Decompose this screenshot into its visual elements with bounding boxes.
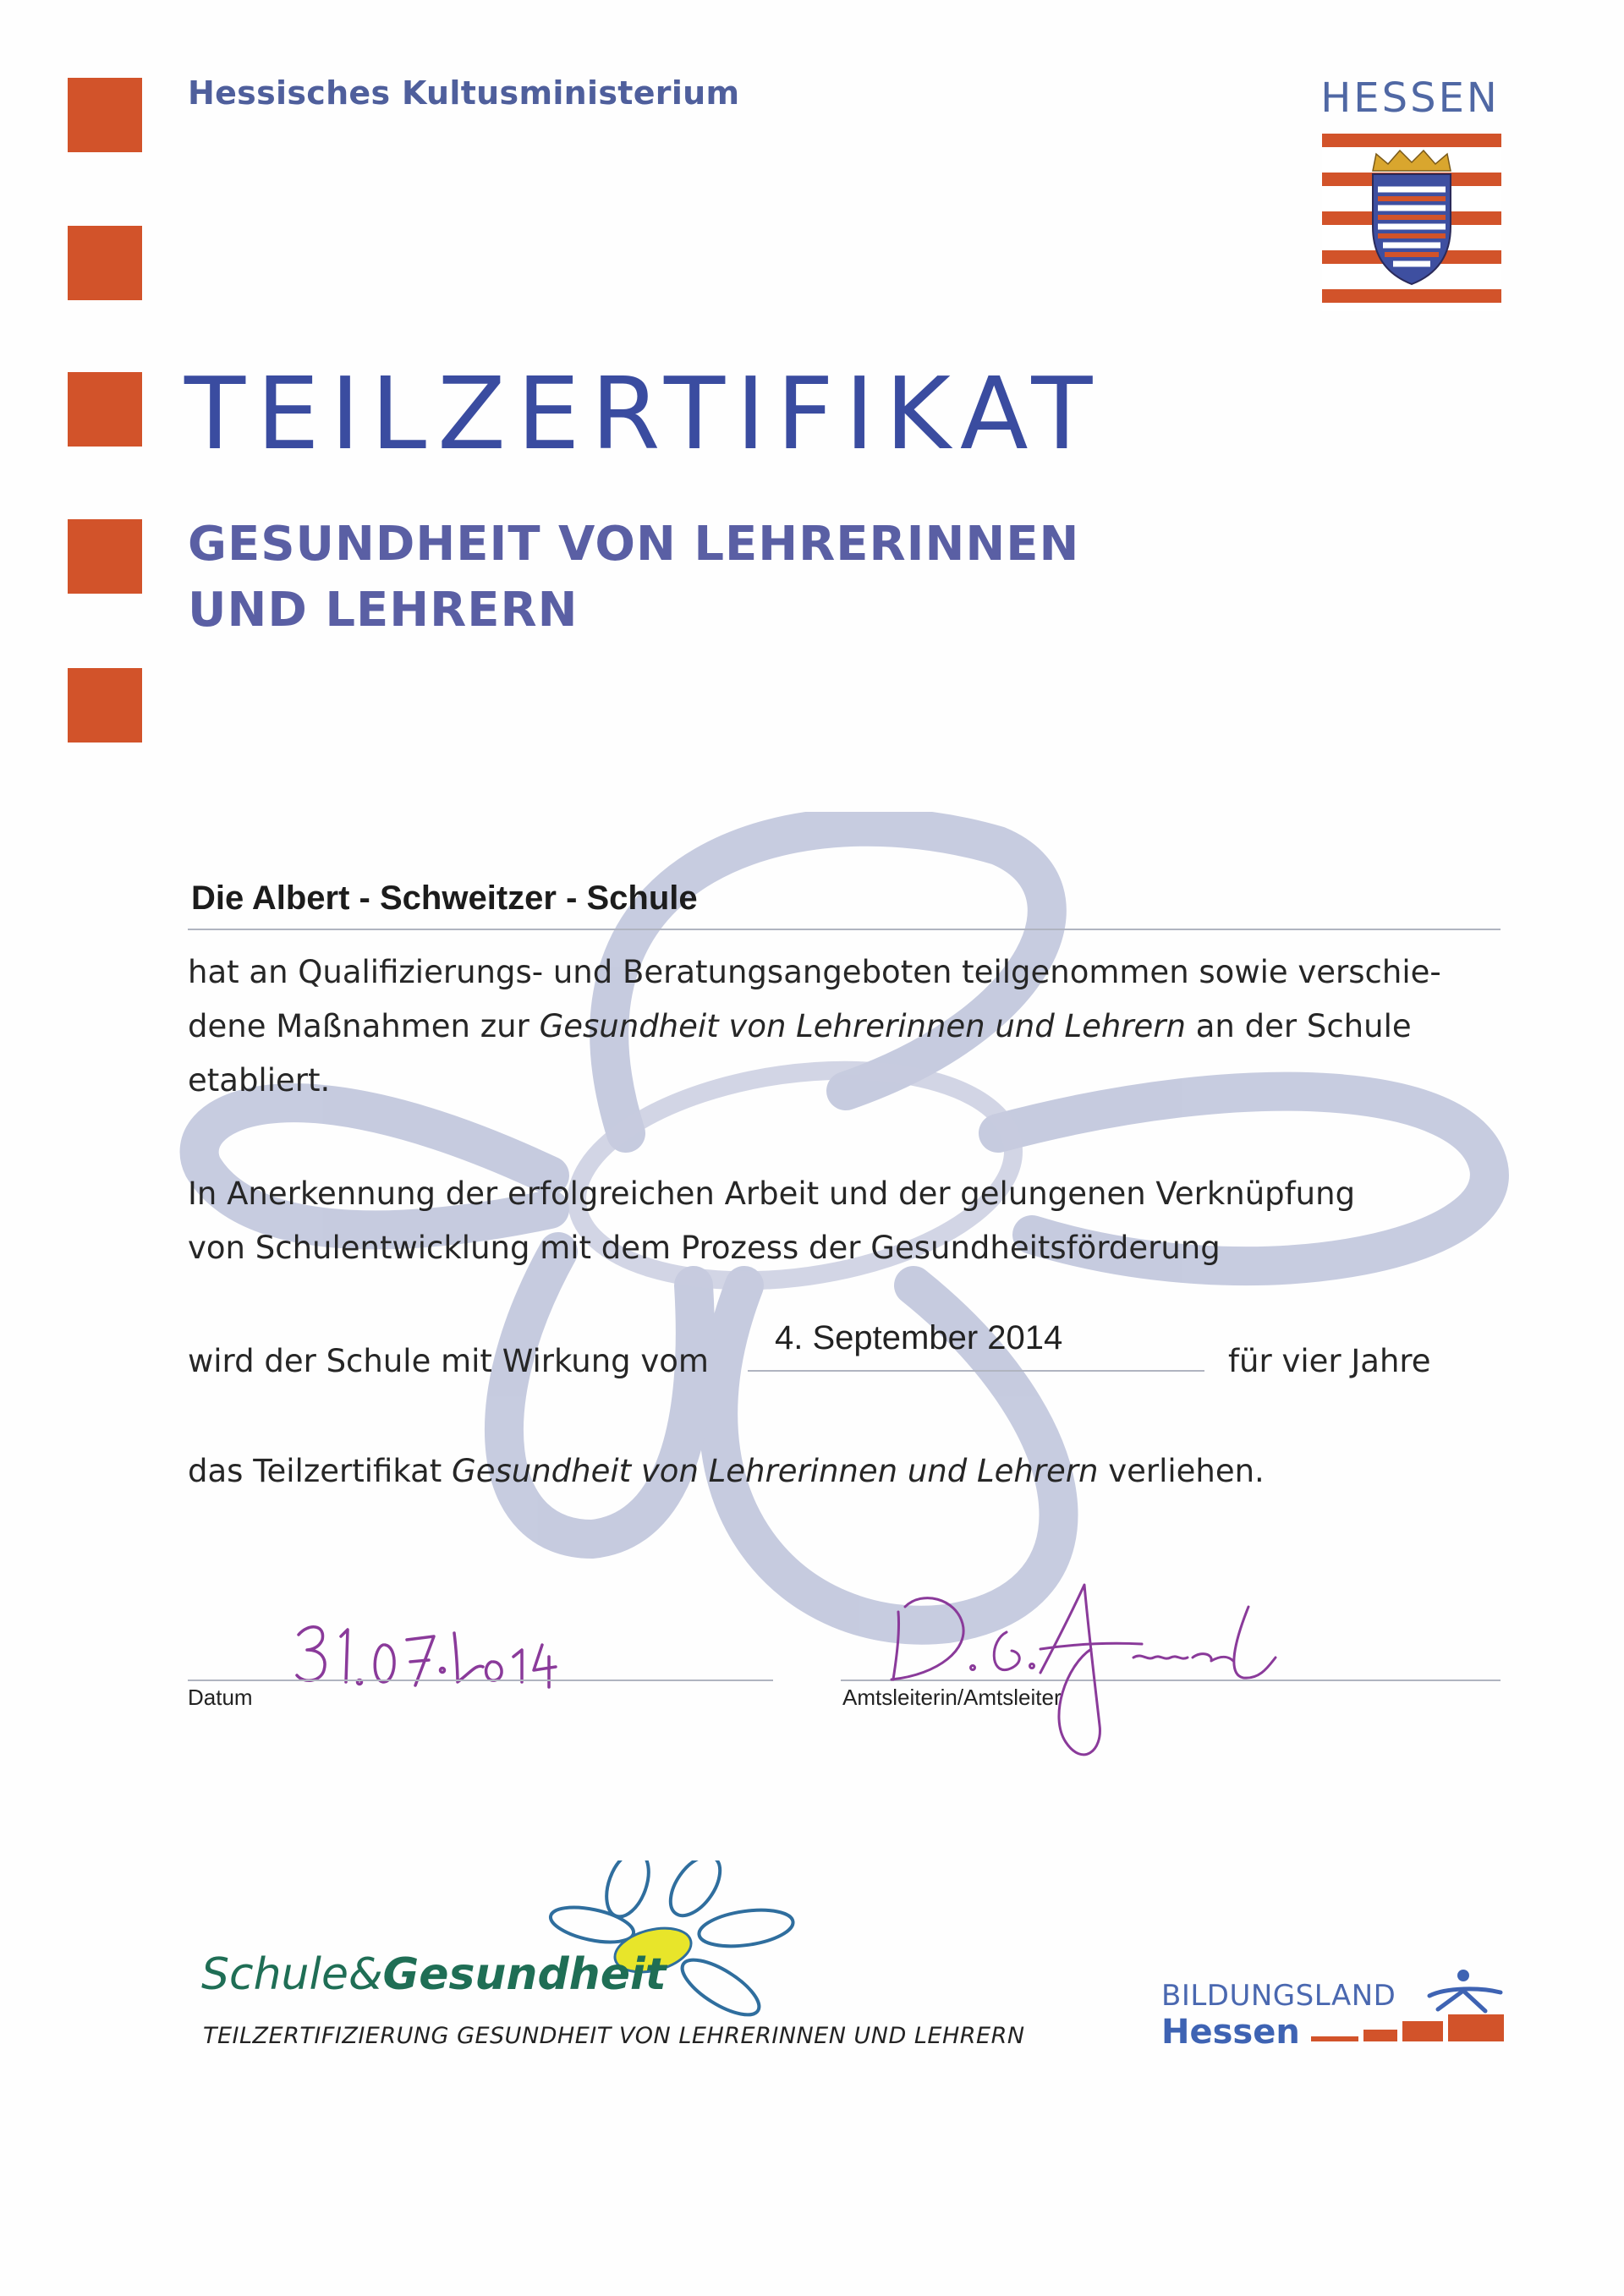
official-label: Amtsleiterin/Amtsleiter — [842, 1685, 1062, 1710]
paragraph-line: hat an Qualifizierungs- und Beratungsangeboten teilgenommen sowie verschie- — [188, 954, 1441, 990]
certificate-title: TEILZERTIFIKAT — [184, 355, 1104, 472]
decorative-square — [68, 519, 142, 594]
certificate-subtitle — [188, 512, 1079, 644]
effective-suffix: für vier Jahre — [1228, 1343, 1431, 1379]
effective-prefix: wird der Schule mit Wirkung vom — [188, 1343, 709, 1379]
text-run: an der Schule — [1185, 1008, 1412, 1044]
paragraph-recognition — [188, 1167, 1516, 1275]
official-signature — [871, 1573, 1311, 1779]
logo-ampersand: & — [348, 1949, 383, 2000]
state-name: HESSEN — [1320, 74, 1500, 122]
decorative-square — [68, 226, 142, 300]
paragraph-qualification — [188, 945, 1516, 1108]
logo-wordmark — [201, 1949, 667, 2000]
italic-text-run: Gesundheit von Lehrerinnen und Lehrern — [452, 1453, 1099, 1489]
handwritten-date — [292, 1611, 571, 1707]
paragraph-line: von Schulentwicklung mit dem Prozess der Gesundheitsförderung — [188, 1230, 1221, 1266]
logo-part-1: Schule — [201, 1949, 348, 2000]
decorative-square — [68, 78, 142, 152]
paragraph-awarded — [188, 1444, 1516, 1499]
school-name-underline — [188, 929, 1501, 930]
ministry-name: Hessisches Kultusministerium — [188, 74, 740, 112]
school-name: Die Albert - Schweitzer - Schule — [191, 879, 698, 917]
handwritten-date-drawing — [292, 1611, 571, 1704]
hessen-crest-icon — [1322, 134, 1501, 311]
decorative-square — [68, 372, 142, 447]
paragraph-line: etabliert. — [188, 1062, 331, 1099]
effective-date-underline — [748, 1370, 1204, 1372]
date-label: Datum — [188, 1685, 253, 1710]
paragraph-line: In Anerkennung der erfolgreichen Arbeit und der gelungenen Verknüpfung — [188, 1175, 1356, 1212]
italic-text-run: Gesundheit von Lehrerinnen und Lehrern — [539, 1008, 1186, 1044]
logo-part-2: Gesundheit — [382, 1949, 667, 2000]
effective-date: 4. September 2014 — [775, 1319, 1063, 1356]
decorative-square — [68, 668, 142, 743]
paragraph-line — [188, 1000, 1516, 1054]
subtitle-line-2: UND LEHRERN — [188, 583, 579, 638]
text-run: verliehen. — [1098, 1453, 1265, 1489]
bildungsland-logo-icon — [1311, 1962, 1506, 2047]
signature-drawing — [871, 1573, 1311, 1776]
subtitle-line-1: GESUNDHEIT VON LEHRERINNEN — [188, 517, 1080, 572]
bildungsland-line-1: BILDUNGSLAND — [1161, 1979, 1396, 2013]
text-run: das Teilzertifikat — [188, 1453, 453, 1489]
bildungsland-line-2: Hessen — [1161, 2013, 1300, 2052]
logo-subtitle: TEILZERTIFIZIERUNG GESUNDHEIT VON LEHRERINNEN UND LEHRERN — [203, 2023, 1025, 2049]
date-signature-line — [188, 1680, 773, 1681]
text-run: dene Maßnahmen zur — [188, 1008, 540, 1044]
